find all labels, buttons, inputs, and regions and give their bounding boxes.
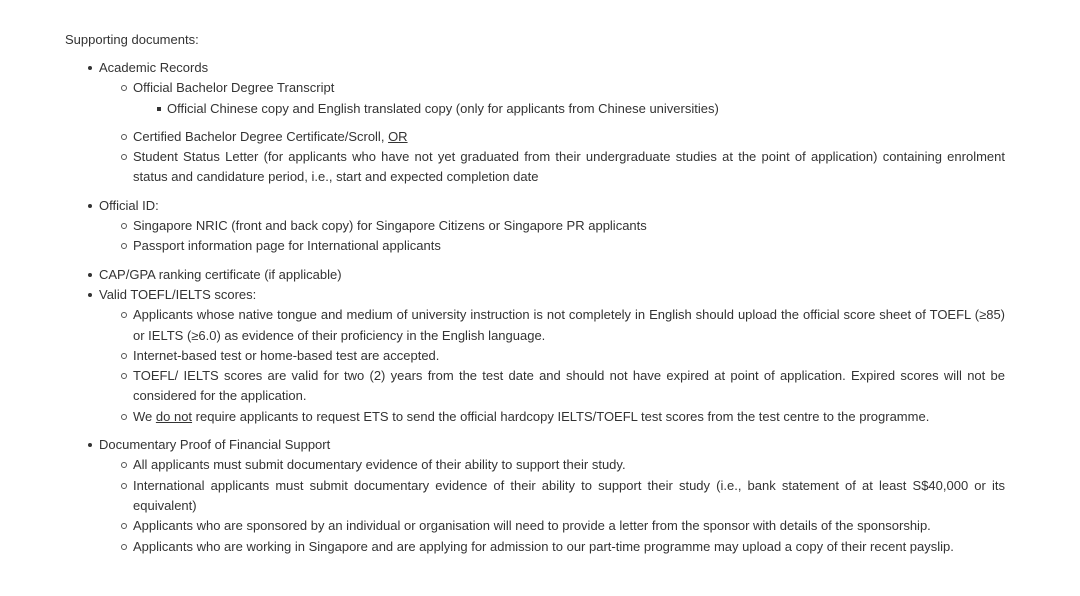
documents-list [99, 58, 1005, 557]
list-item-toefl-4 [133, 407, 1005, 427]
list-item-certificate [133, 127, 1005, 147]
list-item-financial-1 [133, 455, 1005, 475]
nric-label: Singapore NRIC (front and back copy) for Singapore Citizens or Singapore PR applicants [133, 218, 647, 234]
list-item-financial-support [99, 435, 1005, 557]
toefl-item-4-post: require applicants to request ETS to send the official hardcopy IELTS/TOEFL test scores from the test centre to the programme. [192, 408, 930, 424]
status-letter-label: Student Status Letter (for applicants who have not yet graduated from their undergraduate studies at the point of application) containing enrolment status and candidature period, i.e., start and expected completion date [133, 149, 1005, 185]
passport-label: Passport information page for International applicants [133, 238, 441, 254]
list-item-toefl-3 [133, 366, 1005, 407]
financial-support-title: Documentary Proof of Financial Support [99, 437, 331, 453]
toefl-ielts-sublist [133, 305, 1005, 427]
financial-support-sublist [133, 455, 1005, 556]
list-item-official-id [99, 196, 1005, 257]
financial-item-2: International applicants must submit documentary evidence of their ability to support their study (i.e., bank statement of at least S$40,000 or its equivalent) [133, 477, 1005, 513]
list-item-academic-records [99, 58, 1005, 188]
list-item-transcript [133, 78, 1005, 119]
toefl-item-3: TOEFL/ IELTS scores are valid for two (2) years from the test date and should not have expired at point of application. Expired scores will not be considered for the application. [133, 368, 1005, 404]
list-item-toefl-1 [133, 305, 1005, 346]
toefl-item-1: Applicants whose native tongue and medium of university instruction is not completely in English should upload the official score sheet of TOEFL (≥85) or IELTS (≥6.0) as evidence of their proficiency in the English language. [133, 307, 1005, 343]
list-item-toefl-ielts [99, 285, 1005, 427]
academic-records-sublist [133, 78, 1005, 187]
list-item-toefl-2 [133, 346, 1005, 366]
list-item-transcript-copy [167, 99, 1005, 119]
financial-item-3: Applicants who are sponsored by an individual or organisation will need to provide a letter from the sponsor with details of the sponsorship. [133, 518, 931, 534]
official-id-sublist [133, 216, 1005, 257]
page-heading: Supporting documents: [65, 32, 199, 47]
financial-item-4: Applicants who are working in Singapore and are applying for admission to our part-time programme may upload a copy of their recent payslip. [133, 538, 954, 554]
list-item-passport [133, 236, 1005, 256]
list-item-nric [133, 216, 1005, 236]
certificate-label: Certified Bachelor Degree Certificate/Scroll, [133, 128, 389, 144]
toefl-item-4-do-not: do not [155, 408, 193, 424]
list-item-financial-4 [133, 537, 1005, 557]
cap-gpa-label: CAP/GPA ranking certificate (if applicable) [99, 266, 342, 282]
list-item-cap-gpa [99, 265, 1005, 285]
official-id-title: Official ID: [99, 197, 159, 213]
toefl-item-4-pre: We [133, 408, 156, 424]
transcript-label: Official Bachelor Degree Transcript [133, 80, 335, 96]
toefl-ielts-title: Valid TOEFL/IELTS scores: [99, 286, 257, 302]
list-item-financial-3 [133, 516, 1005, 536]
toefl-item-2: Internet-based test or home-based test are accepted. [133, 347, 440, 363]
financial-item-1: All applicants must submit documentary evidence of their ability to support their study. [133, 457, 626, 473]
transcript-copy-label: Official Chinese copy and English translated copy (only for applicants from Chinese universities) [167, 100, 719, 116]
list-item-status-letter [133, 147, 1005, 188]
certificate-or: OR [388, 128, 408, 144]
transcript-sublist [167, 99, 1005, 119]
list-item-financial-2 [133, 476, 1005, 517]
academic-records-title: Academic Records [99, 60, 209, 75]
